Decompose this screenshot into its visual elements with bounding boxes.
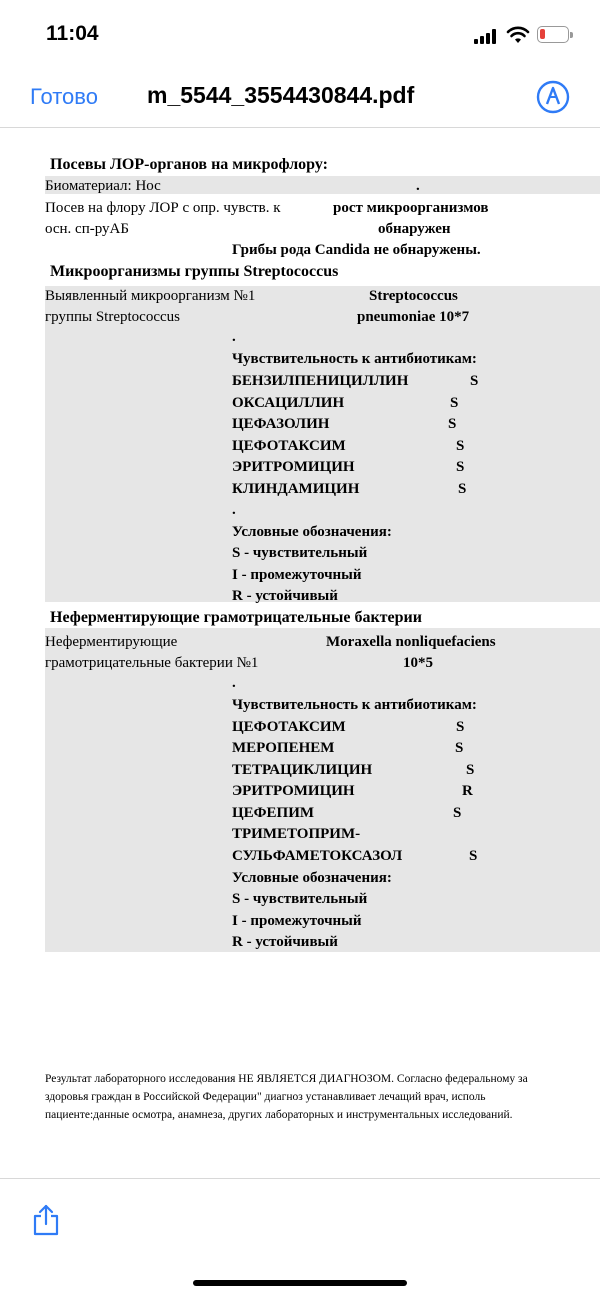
- share-icon[interactable]: [32, 1204, 60, 1236]
- biomaterial-text: Биоматериал: Нос: [45, 178, 161, 194]
- legend-i: I - промежуточный: [232, 567, 362, 583]
- fungi-result: Грибы рода Candida не обнаружены.: [232, 242, 481, 258]
- strep-abx-result: S: [456, 459, 465, 475]
- strep-abx-result: S: [470, 373, 479, 389]
- pdf-document[interactable]: [0, 128, 600, 1178]
- nf-label-2: грамотрицательные бактерии №1: [45, 655, 259, 671]
- strep-header: Микроорганизмы группы Streptococcus: [50, 263, 339, 280]
- file-name-title: m_5544_3554430844.pdf: [147, 82, 415, 108]
- nf-abx-name: МЕРОПЕНЕМ: [232, 740, 335, 756]
- strep-sens-title: Чувствительность к антибиотикам:: [232, 351, 477, 367]
- footer-line-1: Результат лабораторного исследования НЕ ЯВЛЯЕТСЯ ДИАГНОЗОМ. Согласно федеральному за: [45, 1073, 528, 1085]
- strep-abx-name: ЦЕФАЗОЛИН: [232, 416, 330, 432]
- strep-label-2: группы Streptococcus: [45, 309, 180, 325]
- markup-pen-icon[interactable]: [536, 80, 570, 114]
- strep-abx-name: ОКСАЦИЛЛИН: [232, 395, 345, 411]
- nf-abx-result: S: [456, 719, 465, 735]
- seed-label-2: осн. сп-руАБ: [45, 221, 129, 237]
- home-indicator[interactable]: [193, 1280, 407, 1286]
- nf-legend-r: R - устойчивый: [232, 934, 338, 950]
- strep-abx-result: S: [450, 395, 459, 411]
- nf-abx-result: S: [455, 740, 464, 756]
- strep-label-1: Выявленный микроорганизм №1: [45, 288, 256, 304]
- bottom-toolbar: [0, 1178, 600, 1297]
- growth-result-1: рост микроорганизмов: [333, 200, 489, 216]
- battery-icon: [537, 26, 569, 43]
- strep-abx-result: S: [456, 438, 465, 454]
- strep-abx-name: ЦЕФОТАКСИМ: [232, 438, 346, 454]
- nf-legend-title: Условные обозначения:: [232, 870, 392, 886]
- strep-abx-result: S: [458, 481, 467, 497]
- nf-label-1: Неферментирующие: [45, 634, 178, 650]
- strep-abx-name: БЕНЗИЛПЕНИЦИЛЛИН: [232, 373, 409, 389]
- nf-dot: .: [232, 675, 236, 691]
- footer-line-3: пациенте:данные осмотра, анамнеза, других лабораторных и инструментальных исследований.: [45, 1109, 513, 1121]
- strep-abx-name: КЛИНДАМИЦИН: [232, 481, 360, 497]
- strep-organism-1: Streptococcus: [369, 288, 458, 304]
- nf-organism-2: 10*5: [403, 655, 433, 671]
- nf-abx-result: S: [453, 805, 462, 821]
- nf-abx-name: ЦЕФОТАКСИМ: [232, 719, 346, 735]
- legend-s: S - чувствительный: [232, 545, 368, 561]
- growth-result-2: обнаружен: [378, 221, 451, 237]
- done-button[interactable]: Готово: [30, 84, 98, 109]
- nf-abx-name: ТЕТРАЦИКЛИЦИН: [232, 762, 373, 778]
- nf-legend-i: I - промежуточный: [232, 913, 362, 929]
- status-time: 11:04: [46, 22, 99, 45]
- legend-title: Условные обозначения:: [232, 524, 392, 540]
- nav-bar: [0, 70, 600, 128]
- nf-abx-name: ЭРИТРОМИЦИН: [232, 783, 355, 799]
- nf-abx-result: S: [469, 848, 478, 864]
- strep-dot: .: [232, 329, 236, 345]
- status-bar: [0, 0, 600, 70]
- doc-title: Посевы ЛОР-органов на микрофлору:: [50, 156, 328, 173]
- nf-legend-s: S - чувствительный: [232, 891, 368, 907]
- strep-abx-result: S: [448, 416, 457, 432]
- nf-abx-result: S: [466, 762, 475, 778]
- nf-abx-name: ЦЕФЕПИМ: [232, 805, 315, 821]
- nf-abx-result: R: [462, 783, 473, 799]
- nf-sens-title: Чувствительность к антибиотикам:: [232, 697, 477, 713]
- nf-organism-1: Moraxella nonliquefaciens: [326, 634, 496, 650]
- legend-r: R - устойчивый: [232, 588, 338, 604]
- cellular-signal-icon: [474, 28, 500, 44]
- strep-abx-name: ЭРИТРОМИЦИН: [232, 459, 355, 475]
- nf-abx-name: СУЛЬФАМЕТОКСАЗОЛ: [232, 848, 403, 864]
- strep-dot-2: .: [232, 502, 236, 518]
- nf-abx-name: ТРИМЕТОПРИМ-: [232, 826, 361, 842]
- nf-header: Неферментирующие грамотрицательные бактерии: [50, 609, 422, 626]
- footer-line-2: здоровья граждан в Российской Федерации" диагноз устанавливает лечащий врач, исполь: [45, 1091, 486, 1103]
- biomaterial-dot: .: [416, 178, 420, 194]
- wifi-icon: [506, 25, 530, 45]
- seed-label-1: Посев на флору ЛОР с опр. чувств. к: [45, 200, 281, 216]
- strep-organism-2: pneumoniae 10*7: [357, 309, 470, 325]
